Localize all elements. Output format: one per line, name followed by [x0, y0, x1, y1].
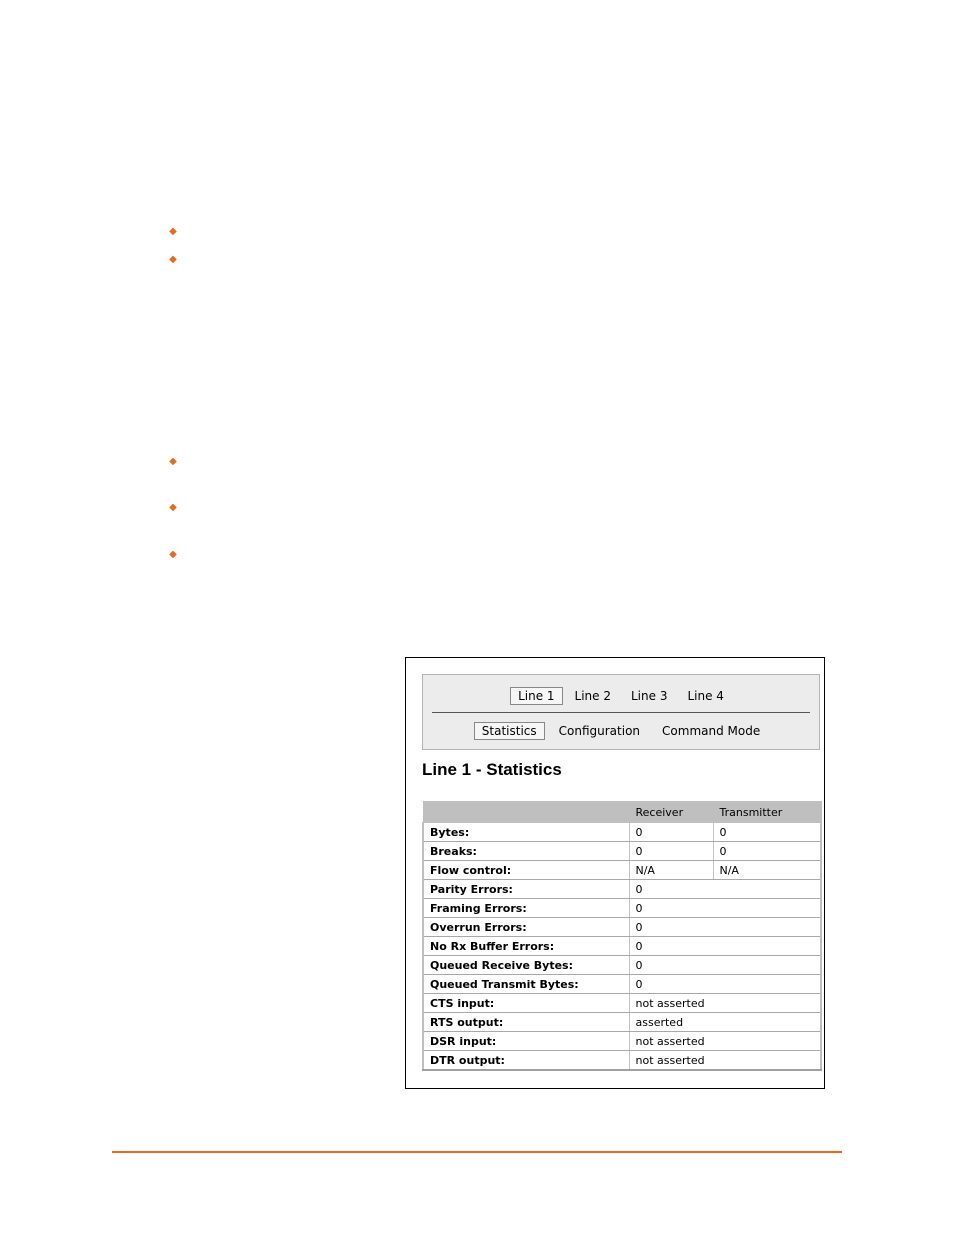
table-row — [423, 1051, 821, 1071]
transmitter-value: N/A — [713, 861, 821, 880]
table-row — [423, 880, 821, 899]
line-statistics-screenshot — [405, 657, 825, 1089]
tab-line-1[interactable]: Line 1 — [510, 687, 562, 705]
table-header-row — [423, 802, 821, 823]
row-label: RTS output: — [423, 1013, 629, 1032]
column-header-receiver: Receiver — [629, 802, 713, 823]
row-label: Parity Errors: — [423, 880, 629, 899]
row-label: DTR output: — [423, 1051, 629, 1071]
receiver-value: 0 — [629, 842, 713, 861]
page-title: Line 1 - Statistics — [422, 760, 562, 779]
table-row — [423, 975, 821, 994]
row-value: not asserted — [629, 994, 821, 1013]
row-label: CTS input: — [423, 994, 629, 1013]
row-value: not asserted — [629, 1032, 821, 1051]
table-row — [423, 956, 821, 975]
diamond-bullet-icon — [169, 228, 177, 236]
table-row — [423, 1032, 821, 1051]
tab-configuration[interactable]: Configuration — [558, 724, 641, 738]
column-header-transmitter: Transmitter — [713, 802, 821, 823]
diamond-bullet-icon — [169, 551, 177, 559]
transmitter-value: 0 — [713, 823, 821, 842]
row-label: Flow control: — [423, 861, 629, 880]
row-value: 0 — [629, 899, 821, 918]
row-value: 0 — [629, 918, 821, 937]
row-label: DSR input: — [423, 1032, 629, 1051]
row-label: Overrun Errors: — [423, 918, 629, 937]
table-row — [423, 937, 821, 956]
diamond-bullet-icon — [169, 256, 177, 264]
table-row — [423, 994, 821, 1013]
row-value: 0 — [629, 975, 821, 994]
row-value: asserted — [629, 1013, 821, 1032]
table-row — [423, 842, 821, 861]
table-row — [423, 823, 821, 842]
table-row — [423, 861, 821, 880]
row-value: not asserted — [629, 1051, 821, 1071]
tab-line-3[interactable]: Line 3 — [631, 689, 668, 703]
tab-line-4[interactable]: Line 4 — [687, 689, 724, 703]
table-row — [423, 899, 821, 918]
receiver-value: 0 — [629, 823, 713, 842]
row-label: Queued Transmit Bytes: — [423, 975, 629, 994]
table-row — [423, 918, 821, 937]
row-label: Queued Receive Bytes: — [423, 956, 629, 975]
row-value: 0 — [629, 880, 821, 899]
row-label: Bytes: — [423, 823, 629, 842]
receiver-value: N/A — [629, 861, 713, 880]
footer-divider — [112, 1151, 842, 1153]
tab-statistics[interactable]: Statistics — [474, 722, 545, 740]
transmitter-value: 0 — [713, 842, 821, 861]
line-navigation-panel — [422, 674, 820, 750]
mode-tabs — [423, 721, 819, 741]
row-label: No Rx Buffer Errors: — [423, 937, 629, 956]
tab-command-mode[interactable]: Command Mode — [662, 724, 761, 738]
row-label: Breaks: — [423, 842, 629, 861]
tab-line-2[interactable]: Line 2 — [574, 689, 611, 703]
statistics-table — [422, 801, 822, 1071]
column-header-label — [423, 802, 629, 823]
diamond-bullet-icon — [169, 504, 177, 512]
row-label: Framing Errors: — [423, 899, 629, 918]
table-row — [423, 1013, 821, 1032]
nav-divider — [432, 712, 810, 713]
line-tabs — [423, 686, 819, 706]
row-value: 0 — [629, 956, 821, 975]
row-value: 0 — [629, 937, 821, 956]
diamond-bullet-icon — [169, 458, 177, 466]
